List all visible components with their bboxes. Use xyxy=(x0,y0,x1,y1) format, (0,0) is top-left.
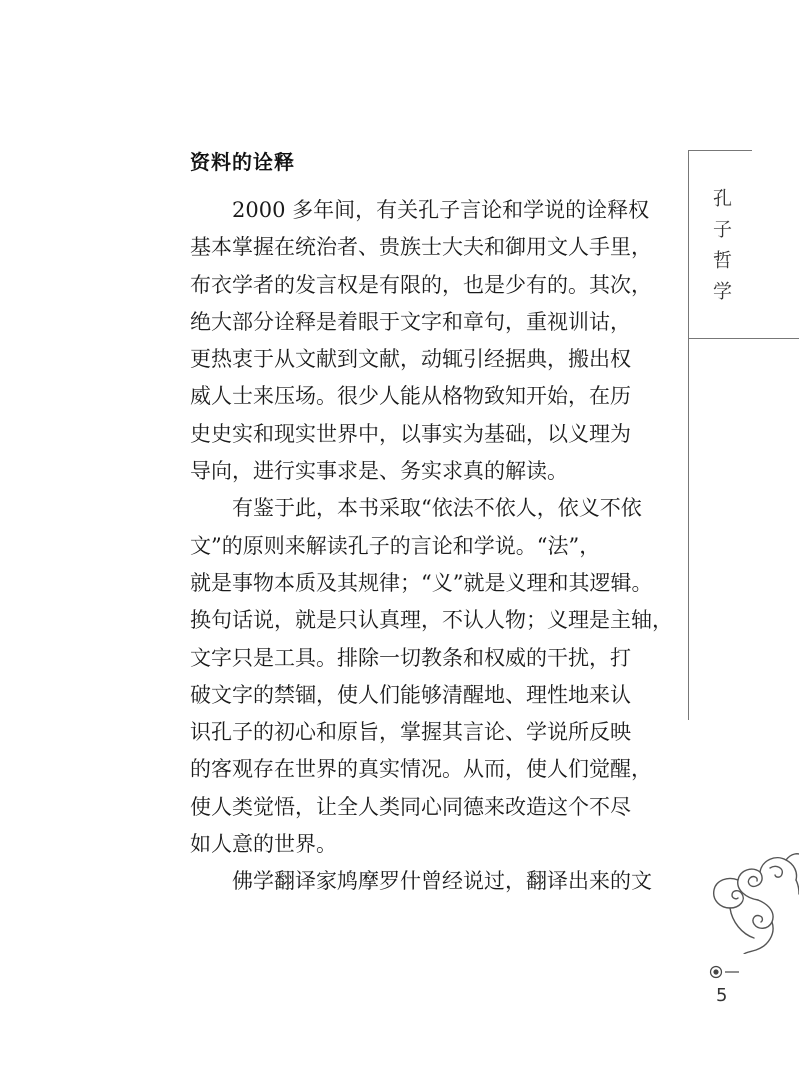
text-line: 史史实和现实世界中，以事实为基础，以义理为 xyxy=(190,421,631,446)
text-line: 如人意的世界。 xyxy=(190,832,337,857)
cloud-ornament-icon xyxy=(706,842,799,954)
text-line: 导向，进行实事求是、务实求真的解读。 xyxy=(190,459,568,484)
text-line: 文字只是工具。排除一切教条和权威的干扰，打 xyxy=(190,645,631,670)
page-marker-icon xyxy=(705,962,745,982)
text-line: 基本掌握在统治者、贵族士大夫和御用文人手里， xyxy=(190,235,652,260)
section-heading: 资料的诠释 xyxy=(190,150,295,174)
sidebar-rule-bottom xyxy=(688,338,799,339)
text-line: 布衣学者的发言权是有限的，也是少有的。其次， xyxy=(190,272,652,297)
text-line: 使人类觉悟，让全人类同心同德来改造这个不尽 xyxy=(190,794,631,819)
sidebar-rule-top xyxy=(688,150,752,151)
text-line: 2000 多年间，有关孔子言论和学说的诠释权 xyxy=(190,198,650,222)
sidebar-rule-long xyxy=(688,338,689,720)
text-line: 换句话说，就是只认真理，不认人物；义理是主轴， xyxy=(190,608,673,633)
text-line: 绝大部分诠释是着眼于文字和章句，重视训诂， xyxy=(190,309,631,334)
text-line: 文”的原则来解读孔子的言论和学说。“法”， xyxy=(190,533,601,558)
text-line: 佛学翻译家鸠摩罗什曾经说过，翻译出来的文 xyxy=(190,869,652,894)
text-line: 就是事物本质及其规律；“义”就是义理和其逻辑。 xyxy=(190,570,653,595)
text-line: 识孔子的初心和原旨，掌握其言论、学说所反映 xyxy=(190,720,631,745)
text-line: 有鉴于此，本书采取“依法不依人，依义不依 xyxy=(190,496,642,521)
text-line: 更热衷于从文献到文献，动辄引经据典，搬出权 xyxy=(190,347,631,372)
body-text xyxy=(190,192,673,901)
sidebar-book-title: 孔子哲学 xyxy=(710,188,732,312)
text-line: 破文字的禁锢，使人们能够清醒地、理性地来认 xyxy=(190,682,631,707)
text-line: 的客观存在世界的真实情况。从而，使人们觉醒， xyxy=(190,757,652,782)
page-number: 5 xyxy=(716,985,728,1006)
sidebar-rule-vertical xyxy=(688,150,689,338)
text-line: 威人士来压场。很少人能从格物致知开始，在历 xyxy=(190,384,631,409)
